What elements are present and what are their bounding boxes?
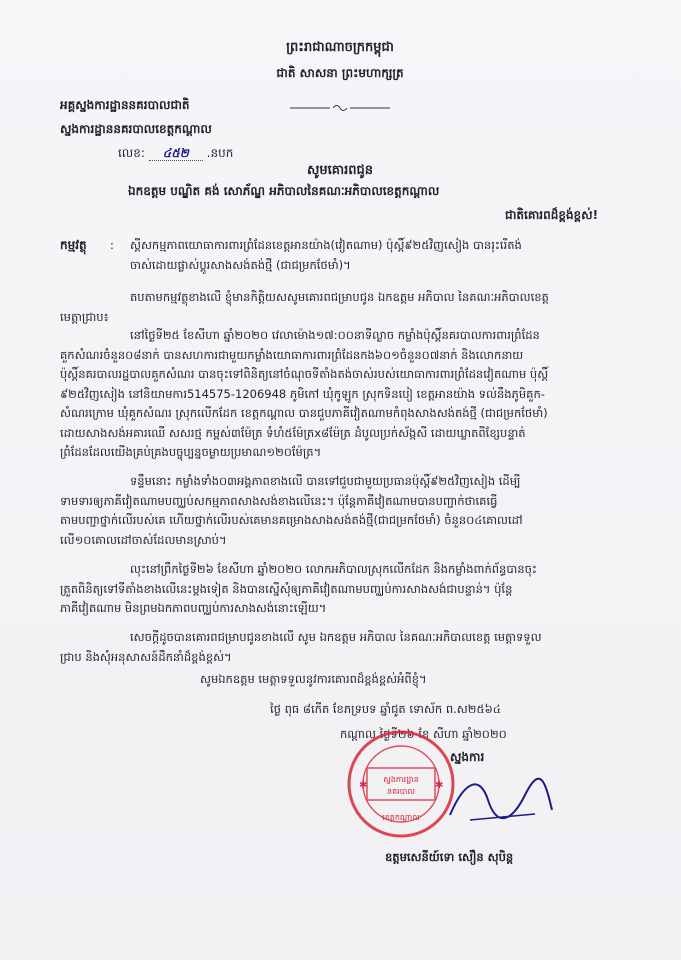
svg-text:✱: ✱ [359, 780, 368, 791]
signatory-title: ស្នងការ [450, 750, 485, 764]
reference-label: លេខ: [118, 146, 145, 160]
solar-date: កណ្តាល ថ្ងៃទី២៦ ខែ សីហា ឆ្នាំ២០២០ [340, 727, 507, 741]
body-paragraph-meeting: ទន្ទឹមនោះ កម្លាំងទាំង០៣អង្គភាពខាងលើ បានទៅជួបជាមួយប្រធានប៉ុស្តិ៍៩២៥វិញសៀង ដើម្បី ទាមទារឲ្យភាគីវៀតណាមបញ្ឈប់សកម្មភាពសាងសង់ខាងលើនេះ។ ប៉ុន្តែភាគីវៀតណាមបានបញ្ជាក់ថាគេធ្វើ តាមបញ្ជាថ្នាក់លើរបស់គេ ហើយថ្នាក់លើរបស់គេមានគម្រោងសាងសង់តង់ថ្មី(ជាជម្រកថែមាំ) ចំនួន០៤គោលដៅ លើ១០គោលដៅចាស់ដែលមានស្រាប់។ [60, 474, 523, 547]
body-paragraph-followup: លុះនៅព្រឹកថ្ងៃទី២៦ ខែសីហា ឆ្នាំ២០២០ លោកអភិបាលស្រុកលើកដែក និងកម្លាំងពាក់ព័ន្ធបានចុះ ត្រួតពិនិត្យទៅទីតាំងខាងលើនេះម្តងទៀត និងបានស្នើសុំឲ្យភាគីវៀតណាមបញ្ឈប់ការសាងសង់ជាបន្ទាន់។ ប៉ុន្តែ ភាគីវៀតណាម មិនព្រមឯកភាពបញ្ឈប់ការសាងសង់នោះឡើយ។ [60, 562, 537, 615]
national-motto: ជាតិ សាសនា ព្រះមហាក្សត្រ [276, 66, 404, 80]
svg-text:ស្នងការដ្ឋាន: ស្នងការដ្ឋាន [383, 775, 419, 784]
addressee-line: ឯកឧត្តម បណ្ឌិត គង់ សោភ័ណ្ឌ អភិបាលនៃគណៈអភិបាលខេត្តកណ្តាល [128, 184, 440, 198]
subject-colon: : [110, 238, 114, 252]
body-paragraph-incident: នៅថ្ងៃទី២៥ ខែសីហា ឆ្នាំ២០២០ វេលាម៉ោង១៧:០០នាទីល្ងាច កម្លាំងប៉ុស្តិ៍នគរបាលការពារព្រំដែន គួកសំណរចំនួន០៨នាក់ បានសហការជាមួយកម្លាំងយោធាការពារព្រំដែនកង៦០១ចំនួន០៧នាក់ និងលោកនាយ ប៉ុស្តិ៍នគរបាលរដ្ឋបាលគួកសំណរ បានចុះទៅពិនិត្យនៅចំណុចទីតាំងតង់ចាស់របស់យោធាការពារព្រំដែនវៀតណាម ប៉ុស្តិ៍ ៩២៥វិញសៀង នៅនិយាមការ514575-1206948 ភូមិកៅ ឃុំកូឡូក ស្រុកទិនបៀ ខេត្តអានយ៉ាង ទល់នឹងភូមិគួក- សំណរក្រោម ឃុំគួកសំណរ ស្រុកលើកដែក ខេត្តកណ្តាល បានជួបភាគីវៀតណាមកំពុងសាងសង់តង់ថ្មី (ជាជម្រកថែមាំ) ដោយសាងសង់អគារឈើ សសរថ្ម កម្ពស់៣ម៉ែត្រ ទំហំ៥ម៉ែត្រx៨ម៉ែត្រ ដំបូលប្រក់ស័ង្កសី ដោយឃ្លាតពីខ្សែបន្ទាត់ ព្រំដែនដែលយើងគ្រប់គ្រងបច្ចុប្បន្នចម្ងាយប្រមាណ១២០ម៉ែត្រ។ [60, 328, 549, 459]
kingdom-heading: ព្រះរាជាណាចក្រកម្ពុជា [286, 40, 394, 55]
subject-label: កម្មវត្ថុ [60, 238, 87, 252]
lunar-date: ថ្ងៃ ពុធ ៨កើត ខែភទ្របទ ឆ្នាំជូត ទោស័ក ព.ស២៥៦៤ [270, 702, 501, 716]
salutation-title: សូមគោរពជូន [306, 163, 373, 178]
svg-text:✱: ✱ [435, 780, 444, 791]
subject-text: ស្តីសកម្មភាពយោធាការពារព្រំដែនខេត្តអានយ៉ាង(វៀតណាម) ប៉ុស្តិ៍៩២៥វិញសៀង បានរុះរើតង់ ចាស់ដោយផ្លាស់ប្តូរសាងសង់តង់ថ្មី (ជាជម្រកថែមាំ)។ [130, 238, 522, 272]
svg-text:ខេត្តកណ្តាល: ខេត្តកណ្តាល [382, 813, 420, 822]
reference-line [118, 146, 233, 161]
handwritten-signature [440, 770, 560, 830]
header-ornament [285, 103, 395, 113]
svg-text:នគរបាល: នគរបាល [387, 787, 415, 796]
reference-suffix: .នបក [206, 146, 234, 160]
ministry-name: អគ្គស្នងការដ្ឋាននគរបាលជាតិ [60, 98, 190, 112]
respect-line: ជាតិគោរពដ៏ខ្ពង់ខ្ពស់! [505, 208, 599, 222]
office-name: ស្នងការដ្ឋាននគរបាលខេត្តកណ្តាល [60, 122, 212, 136]
signatory-name: ឧត្តមសេនីយ៍ទោ សឿន សុបិន្ត [385, 850, 514, 864]
body-paragraph-request: សេចក្តីដូចបានគោរពជម្រាបជូនខាងលើ សូម ឯកឧត្តម អភិបាល នៃគណៈអភិបាលខេត្ត មេត្តាទទួល ជ្រាប និងសុំអនុសាសន៍ដឹកនាំដ៏ខ្ពង់ខ្ពស់។ [60, 630, 542, 664]
body-paragraph-intro: តបតាមកម្មវត្ថុខាងលើ ខ្ញុំមានកិត្តិយសសូមគោរពជម្រាបជូន ឯកឧត្តម អភិបាល នៃគណៈអភិបាលខេត្ត មេត្តាជ្រាប៖ [60, 290, 549, 324]
closing-line: សូមឯកឧត្តម មេត្តាទទួលនូវការគោរពដ៏ខ្ពង់ខ្ពស់អំពីខ្ញុំ។ [200, 672, 427, 686]
reference-number: ៤៥២ [149, 146, 203, 161]
